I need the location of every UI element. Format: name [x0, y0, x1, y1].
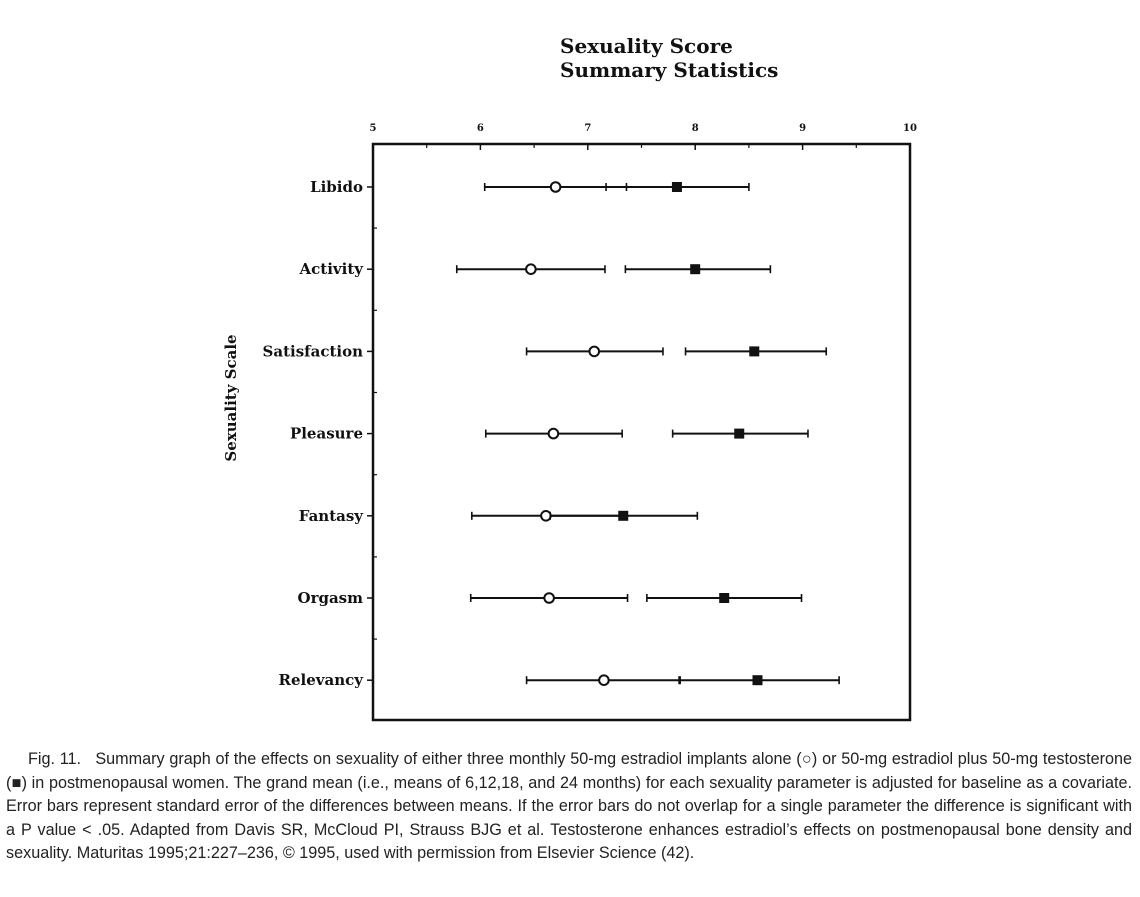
- mean-marker-estradiol-testosterone: [752, 675, 762, 685]
- chart-title-line1: Sexuality Score: [560, 34, 733, 58]
- figure-caption: [6, 748, 1132, 866]
- mean-marker-estradiol-testosterone: [672, 182, 682, 192]
- category-label: Relevancy: [278, 671, 363, 690]
- mean-marker-estradiol-testosterone: [690, 264, 700, 274]
- x-tick-label: 8: [691, 123, 699, 134]
- x-tick-label: 7: [584, 123, 592, 134]
- category-label: Pleasure: [289, 424, 363, 443]
- y-axis-title: Sexuality Scale: [222, 334, 240, 462]
- category-label: Orgasm: [297, 589, 363, 607]
- mean-marker-estradiol-testosterone: [734, 429, 744, 439]
- mean-marker-estradiol: [599, 675, 609, 685]
- x-tick-label: 5: [369, 123, 377, 134]
- category-labels: [263, 178, 377, 689]
- category-label: Activity: [299, 260, 363, 279]
- chart-title-line2: Summary Statistics: [560, 58, 779, 82]
- mean-marker-estradiol: [551, 182, 561, 192]
- mean-marker-estradiol: [526, 264, 536, 274]
- mean-marker-estradiol: [589, 347, 599, 357]
- mean-marker-estradiol: [541, 511, 551, 521]
- mean-marker-estradiol-testosterone: [618, 511, 628, 521]
- mean-marker-estradiol-testosterone: [719, 593, 729, 603]
- mean-marker-estradiol-testosterone: [749, 346, 759, 356]
- x-tick-label: 10: [903, 123, 917, 134]
- caption-text: Summary graph of the effects on sexuality of either three monthly 50-mg estradiol implants alone (○) or 50-mg estradiol plus 50-mg testosterone (■) in postmenopausal women. The grand mean (i.e., means of 6,12,18, and 24 months) for each sexuality parameter is adjusted for baseline as a covariate. Error bars represent standard error of the differences between means. If the error bars do not overlap for a single parameter the difference is significant with a P value < .05. Adapted from Davis SR, McCloud PI, Strauss BJG et al. Testosterone enhances estradiol’s effects on postmenopausal bone density and sexuality. Maturitas 1995;21:227–236, © 1995, used with permission from Elsevier Science (42).: [6, 750, 1132, 862]
- plot-frame: [373, 144, 910, 720]
- error-bars: [457, 182, 839, 685]
- mean-marker-estradiol: [544, 593, 554, 603]
- x-tick-label: 9: [799, 123, 807, 134]
- x-tick-label: 6: [476, 123, 484, 134]
- caption-fig-label: Fig. 11.: [28, 750, 82, 768]
- x-axis-ticks: [370, 123, 917, 150]
- category-label: Satisfaction: [262, 342, 363, 361]
- category-label: Fantasy: [298, 506, 363, 525]
- category-label: Libido: [310, 178, 363, 196]
- mean-marker-estradiol: [549, 429, 559, 439]
